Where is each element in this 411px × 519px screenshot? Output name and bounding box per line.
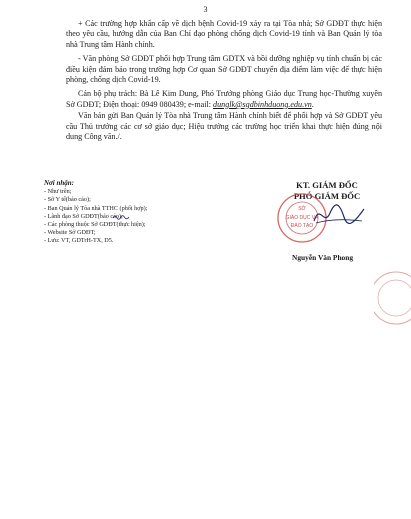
contact-suffix: .	[311, 99, 314, 109]
signature-title: KT. GIÁM ĐỐC	[296, 180, 358, 190]
signature-scribble	[310, 201, 368, 229]
seal-text-bottom: ĐÀO TẠO	[290, 223, 314, 229]
document-body	[66, 19, 382, 146]
seal-text-mid: GIÁO DỤC VÀ	[285, 215, 319, 221]
paragraph-covid-emergency: + Các trường hợp khẩn cấp về dịch bệnh Covid-19 xảy ra tại Tòa nhà; Sở GDĐT thực hiện theo yêu cầu, hướng dẫn của Ban Chỉ đạo phòng chống dịch Covid-19 tỉnh và Ban Quản lý tòa nhà Trung tâm Hành chính.	[66, 19, 382, 49]
recipients-heading: Nơi nhận:	[44, 179, 75, 187]
page-number: 3	[203, 5, 208, 14]
recipient-item: - Sở Y tế(báo cáo);	[44, 196, 91, 204]
signer-name: Nguyễn Văn Phong	[292, 253, 354, 262]
recipient-item: - Lưu: VT, GDTrH-TX, D5.	[44, 237, 114, 245]
paragraph-distribution: Văn bản gửi Ban Quản lý Tòa nhà Trung tâm Hành chính biết để phối hợp và Sở GDĐT yêu cầu Thủ trưởng các cơ sở giáo dục; Hiệu trưởng các trường học triển khai thực hiện đúng nội dung Công văn./.	[66, 111, 382, 142]
paragraph-office-coordination: - Văn phòng Sở GDĐT phối hợp Trung tâm GDTX và bồi dưỡng nghiệp vụ tỉnh chuẩn bị các điều kiện đảm bảo trong trường hợp Cơ quan Sở GDĐT chuyển địa điểm làm việc để thực hiện phòng, chống dịch Covid-19.	[66, 54, 382, 85]
signature-subtitle: PHÓ GIÁM ĐỐC	[293, 191, 361, 201]
recipients-list	[44, 188, 234, 245]
recipient-item: - Các phòng thuộc Sở GDĐT(thực hiện);	[44, 221, 146, 229]
recipients-block	[44, 179, 234, 246]
recipient-item: - Lãnh đạo Sở GDĐT(báo cáo);	[44, 212, 123, 220]
recipient-item: - Như trên;	[44, 188, 72, 196]
seal-text-top: SỞ	[298, 206, 306, 212]
contact-email-link[interactable]: dunglk@sgdbinhduong.edu.vn	[213, 99, 312, 109]
recipient-item: - Ban Quản lý Tòa nhà TTHC (phối hợp);	[44, 204, 148, 212]
recipient-item: - Website Sở GDĐT;	[44, 229, 96, 237]
margin-seal	[374, 263, 411, 333]
handwritten-initials	[112, 213, 130, 221]
contact-text: Cán bộ phụ trách: Bà Lê Kim Dung, Phó Trưởng phòng Giáo dục Trung học-Thường xuyên Sở GDĐT; Điện thoại: 0949 080439; e-mail:	[66, 89, 382, 109]
paragraph-contact	[66, 89, 382, 110]
